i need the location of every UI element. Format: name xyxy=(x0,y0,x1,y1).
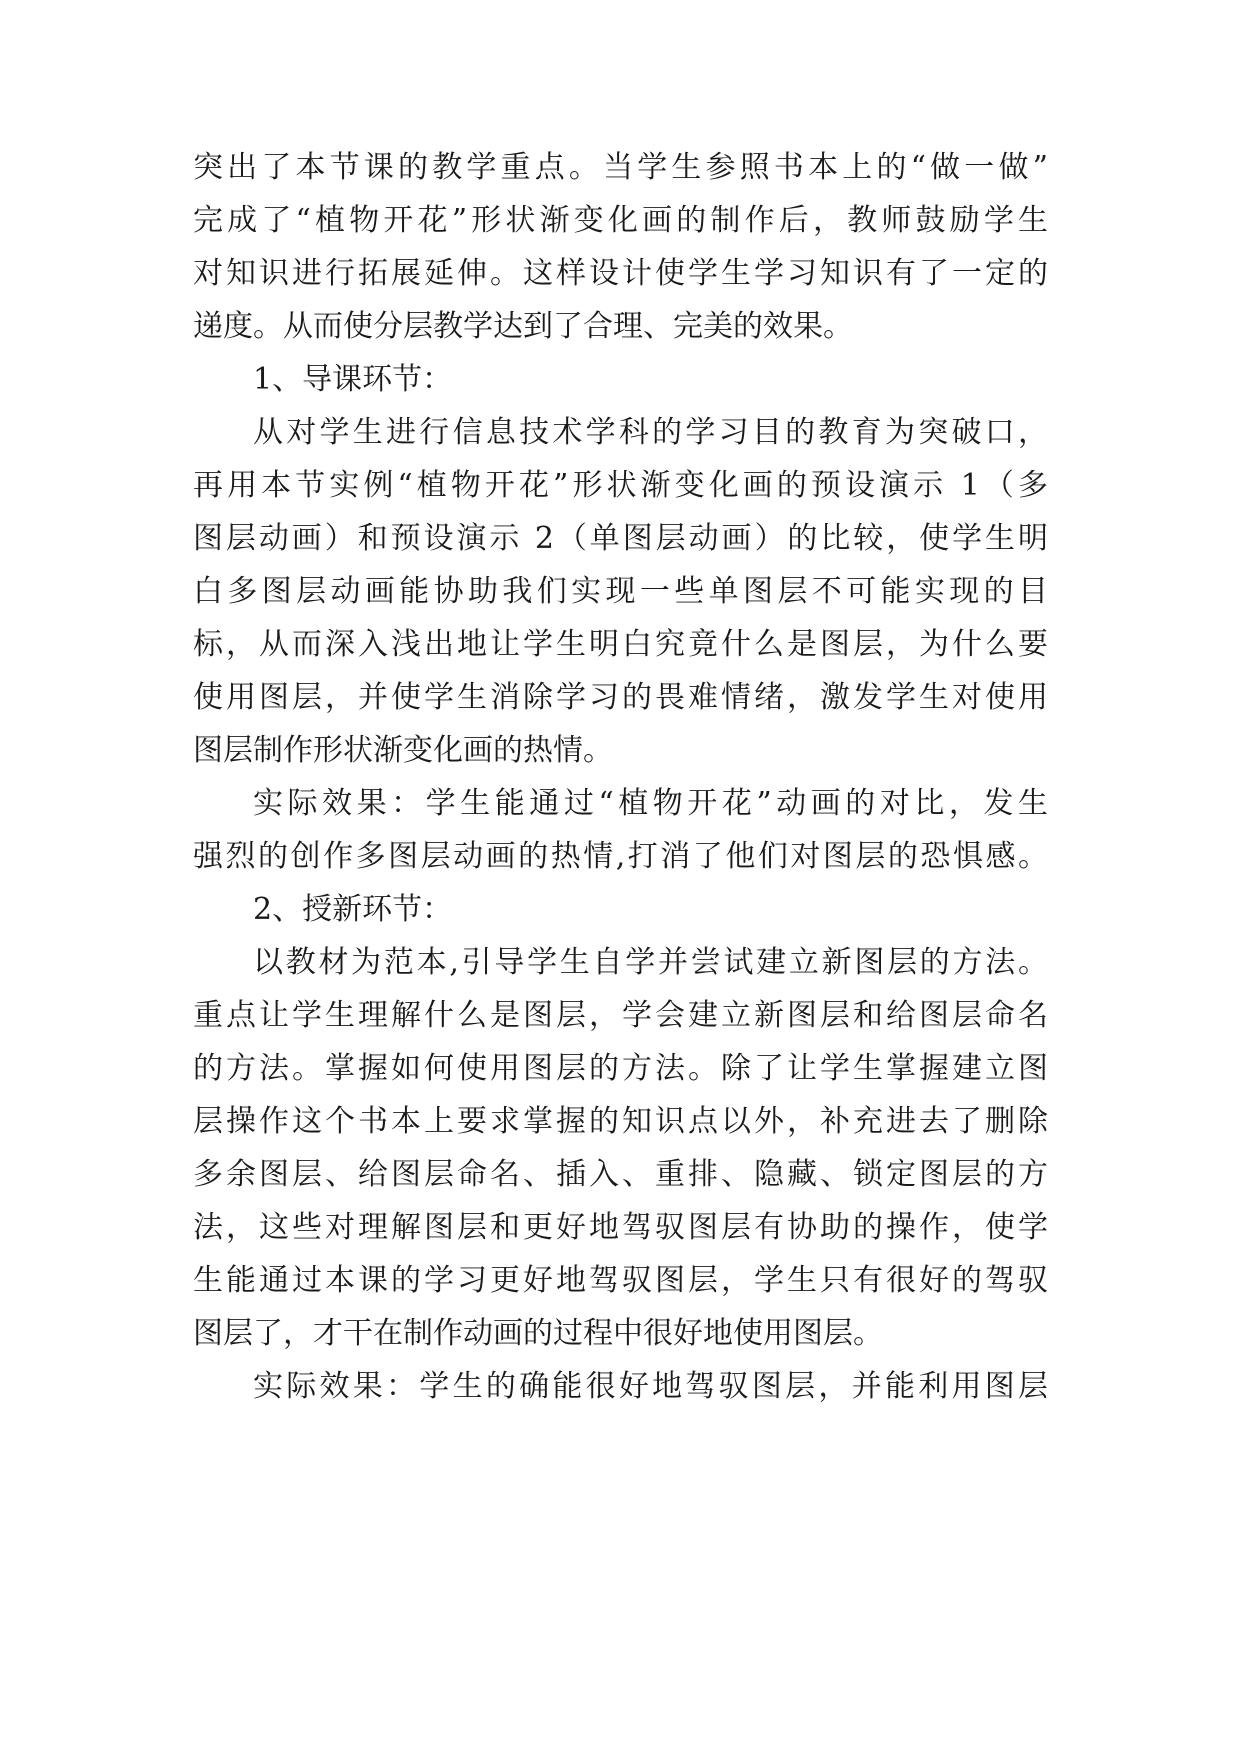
paragraph-line: 多余图层、给图层命名、插入、重排、隐藏、锁定图层的方 xyxy=(193,1157,1048,1192)
paragraph-line: 实际效果：学生能通过“植物开花”动画的对比，发生 xyxy=(253,786,1048,821)
paragraph-line: 从对学生进行信息技术学科的学习目的教育为突破口， xyxy=(253,415,1048,450)
paragraph-line: 图层了，才干在制作动画的过程中很好地使用图层。 xyxy=(193,1316,883,1351)
section-heading: 2、授新环节： xyxy=(253,892,453,927)
paragraph-line: 强烈的创作多图层动画的热情,打消了他们对图层的恐惧感。 xyxy=(193,839,1048,874)
paragraph-line: 对知识进行拓展延伸。这样设计使学生学习知识有了一定的 xyxy=(193,256,1048,291)
paragraph-line: 图层动画）和预设演示 2（单图层动画）的比较，使学生明 xyxy=(193,521,1048,556)
paragraph-line: 层操作这个书本上要求掌握的知识点以外，补充进去了删除 xyxy=(193,1104,1048,1139)
paragraph-line: 再用本节实例“植物开花”形状渐变化画的预设演示 1（多 xyxy=(193,468,1048,503)
paragraph-line: 以教材为范本,引导学生自学并尝试建立新图层的方法。 xyxy=(253,945,1048,980)
paragraph-line: 的方法。掌握如何使用图层的方法。除了让学生掌握建立图 xyxy=(193,1051,1048,1086)
paragraph-line: 完成了“植物开花”形状渐变化画的制作后，教师鼓励学生 xyxy=(193,203,1048,238)
paragraph-line: 法，这些对理解图层和更好地驾驭图层有协助的操作，使学 xyxy=(193,1210,1048,1245)
paragraph-line: 突出了本节课的教学重点。当学生参照书本上的“做一做” xyxy=(193,150,1048,185)
paragraph-line: 重点让学生理解什么是图层，学会建立新图层和给图层命名 xyxy=(193,998,1048,1033)
paragraph-line: 图层制作形状渐变化画的热情。 xyxy=(193,733,613,768)
paragraph-line: 递度。从而使分层教学达到了合理、完美的效果。 xyxy=(193,309,853,344)
section-heading: 1、导课环节： xyxy=(253,362,453,397)
paragraph-line: 使用图层，并使学生消除学习的畏难情绪，激发学生对使用 xyxy=(193,680,1048,715)
paragraph-line: 白多图层动画能协助我们实现一些单图层不可能实现的目 xyxy=(193,574,1048,609)
paragraph-line: 实际效果：学生的确能很好地驾驭图层，并能利用图层 xyxy=(253,1369,1048,1404)
paragraph-line: 生能通过本课的学习更好地驾驭图层，学生只有很好的驾驭 xyxy=(193,1263,1048,1298)
paragraph-line: 标，从而深入浅出地让学生明白究竟什么是图层，为什么要 xyxy=(193,627,1048,662)
